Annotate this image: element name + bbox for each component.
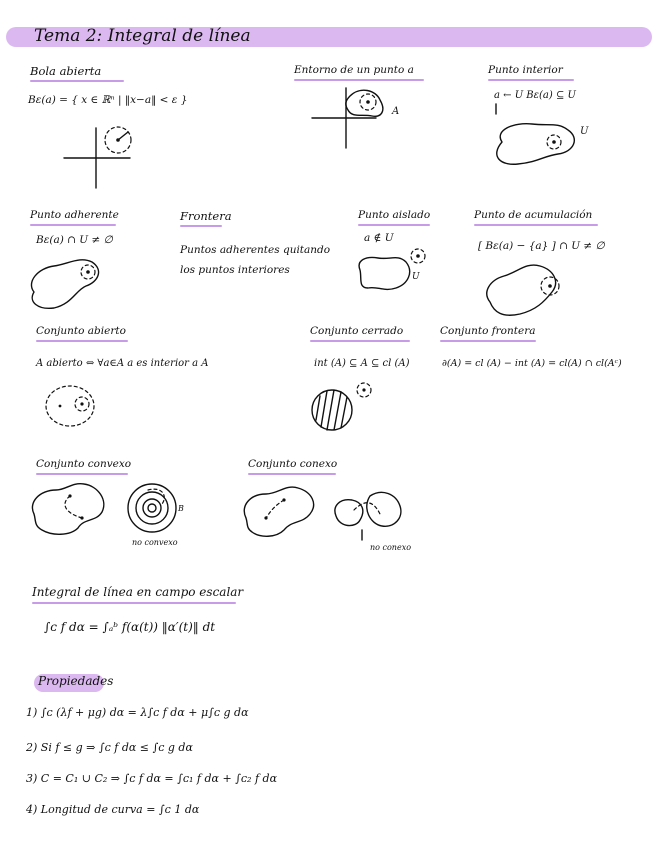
heading-conjunto-abierto: Conjunto abierto xyxy=(36,325,126,337)
formula-adherente: Bε(a) ∩ U ≠ ∅ xyxy=(36,234,113,246)
heading-underline xyxy=(32,602,236,604)
heading-underline xyxy=(440,340,536,342)
heading-underline xyxy=(358,224,430,226)
heading-punto-aislado: Punto aislado xyxy=(358,209,431,221)
heading-underline xyxy=(180,225,222,227)
figure-no-convexo-1 xyxy=(26,478,116,538)
figure-punto-aislado xyxy=(352,240,432,298)
heading-underline xyxy=(30,224,116,226)
propiedad-1: 1) ∫ᴄ (λf + μg) dα = λ∫ᴄ f dα + μ∫ᴄ g dα xyxy=(26,706,249,719)
heading-underline xyxy=(36,340,128,342)
label-convexo-b: B xyxy=(178,504,184,513)
propiedad-3: 3) C = C₁ ∪ C₂ ⇒ ∫ᴄ f dα = ∫ᴄ₁ f dα + ∫ᴄ₂ f dα xyxy=(26,772,278,785)
propiedad-2: 2) Si f ≤ g ⇒ ∫ᴄ f dα ≤ ∫ᴄ g dα xyxy=(26,741,193,754)
formula-conjunto-frontera: ∂(A) = cl (A) − int (A) = cl(A) ∩ cl(Aᶜ) xyxy=(442,358,622,369)
interior-line: a ← U Bε(a) ⊆ U xyxy=(494,90,576,101)
heading-underline xyxy=(310,340,410,342)
formula-integral: ∫ᴄ f dα = ∫ₐᵇ f(α(t)) ‖α′(t)‖ dt xyxy=(44,620,216,634)
figure-conjunto-cerrado xyxy=(310,378,380,438)
heading-underline xyxy=(36,473,128,475)
heading-punto-acumulacion: Punto de acumulación xyxy=(474,209,593,221)
heading-punto-adherente: Punto adherente xyxy=(30,209,119,221)
figure-bola-abierta xyxy=(60,120,140,192)
heading-conjunto-frontera: Conjunto frontera xyxy=(440,325,536,337)
label-entorno-a: A xyxy=(392,106,400,117)
heading-conjunto-cerrado: Conjunto cerrado xyxy=(310,325,404,337)
figure-conjunto-abierto xyxy=(40,380,110,432)
label-aislado-u: U xyxy=(412,272,420,282)
formula-aislado: a ∉ U xyxy=(364,232,394,244)
figure-entorno xyxy=(310,84,410,154)
heading-conjunto-convexo: Conjunto convexo xyxy=(36,458,132,470)
formula-acumulacion: [ Bε(a) − {a} ] ∩ U ≠ ∅ xyxy=(478,240,605,252)
formula-abierto: A abierto ⇔ ∀a∈A a es interior a A xyxy=(36,358,209,369)
heading-underline xyxy=(30,80,124,82)
heading-frontera: Frontera xyxy=(180,209,232,223)
figure-punto-interior xyxy=(488,102,598,172)
label-no-convexo: no convexo xyxy=(132,538,178,547)
figure-no-conexo xyxy=(330,486,410,546)
heading-entorno: Entorno de un punto a xyxy=(294,64,414,76)
frontera-line-2: los puntos interiores xyxy=(180,264,290,276)
heading-underline xyxy=(248,473,336,475)
label-no-conexo: no conexo xyxy=(370,543,412,552)
figure-conexo xyxy=(238,480,328,540)
propiedad-4: 4) Longitud de curva = ∫ᴄ 1 dα xyxy=(26,803,200,816)
heading-underline xyxy=(474,224,598,226)
figure-punto-acumulacion xyxy=(480,258,570,320)
heading-integral-linea: Integral de línea en campo escalar xyxy=(32,585,244,599)
formula-cerrado: int (A) ⊆ A ⊆ cl (A) xyxy=(314,358,410,369)
formula-bola: Bε(a) = { x ∈ ℝⁿ | ‖x−a‖ < ε } xyxy=(28,94,188,106)
label-interior-u: U xyxy=(580,126,589,137)
figure-punto-adherente xyxy=(24,252,114,314)
heading-propiedades: Propiedades xyxy=(38,674,114,688)
heading-conjunto-conexo: Conjunto conexo xyxy=(248,458,338,470)
heading-punto-interior: Punto interior xyxy=(488,64,563,76)
heading-bola-abierta: Bola abierta xyxy=(30,64,102,78)
heading-underline xyxy=(294,79,424,81)
heading-underline xyxy=(488,79,574,81)
page-title: Tema 2: Integral de línea xyxy=(34,26,251,46)
frontera-line-1: Puntos adherentes quitando xyxy=(180,244,331,256)
